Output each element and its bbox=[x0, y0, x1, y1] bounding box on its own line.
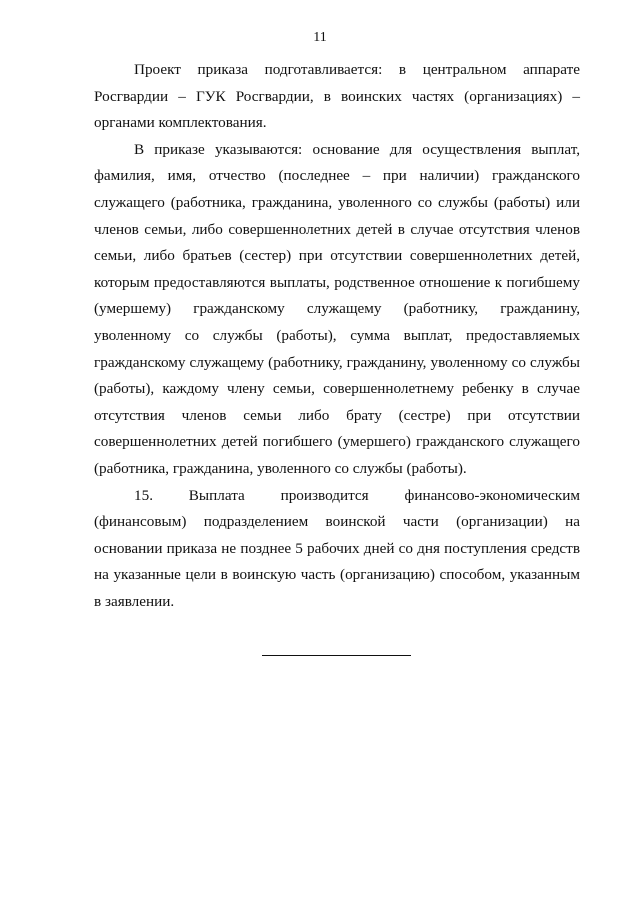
page-number: 11 bbox=[313, 30, 327, 45]
end-of-text-rule bbox=[262, 655, 411, 656]
paragraph-15-payment: 15. Выплата производится финансово-экономическим (финансовым) подразделением воинской части (организации) на основании приказа не позднее 5 рабочих дней со дня поступления средств на указанные цели в воинскую часть (организацию) способом, указанным в заявлении. bbox=[94, 486, 580, 610]
paragraph-draft-order: Проект приказа подготавливается: в центральном аппарате Росгвардии – ГУК Росгвардии, в воинских частях (организациях) – органами комплектования. bbox=[94, 61, 580, 132]
document-body bbox=[94, 57, 580, 615]
paragraph-order-contents: В приказе указываются: основание для осуществления выплат, фамилия, имя, отчество (последнее – при наличии) гражданского служащего (работника, гражданина, уволенного со службы (работы) или членов семьи, либо совершеннолетних детей в случае отсутствия членов семьи, либо братьев (сестер) при отсутствии совершеннолетних детей, которым предоставляются выплаты, родственное отношение к погибшему (умершему) гражданскому служащему (работнику, гражданину, уволенному со службы (работы), сумма выплат, предоставляемых гражданскому служащему (работнику, гражданину, уволенному со службы (работы), каждому члену семьи, совершеннолетнему ребенку в случае отсутствия членов семьи либо брату (сестре) при отсутствии совершеннолетних детей погибшего (умершего) гражданского служащего (работника, гражданина, уволенного со службы (работы). bbox=[94, 140, 580, 477]
